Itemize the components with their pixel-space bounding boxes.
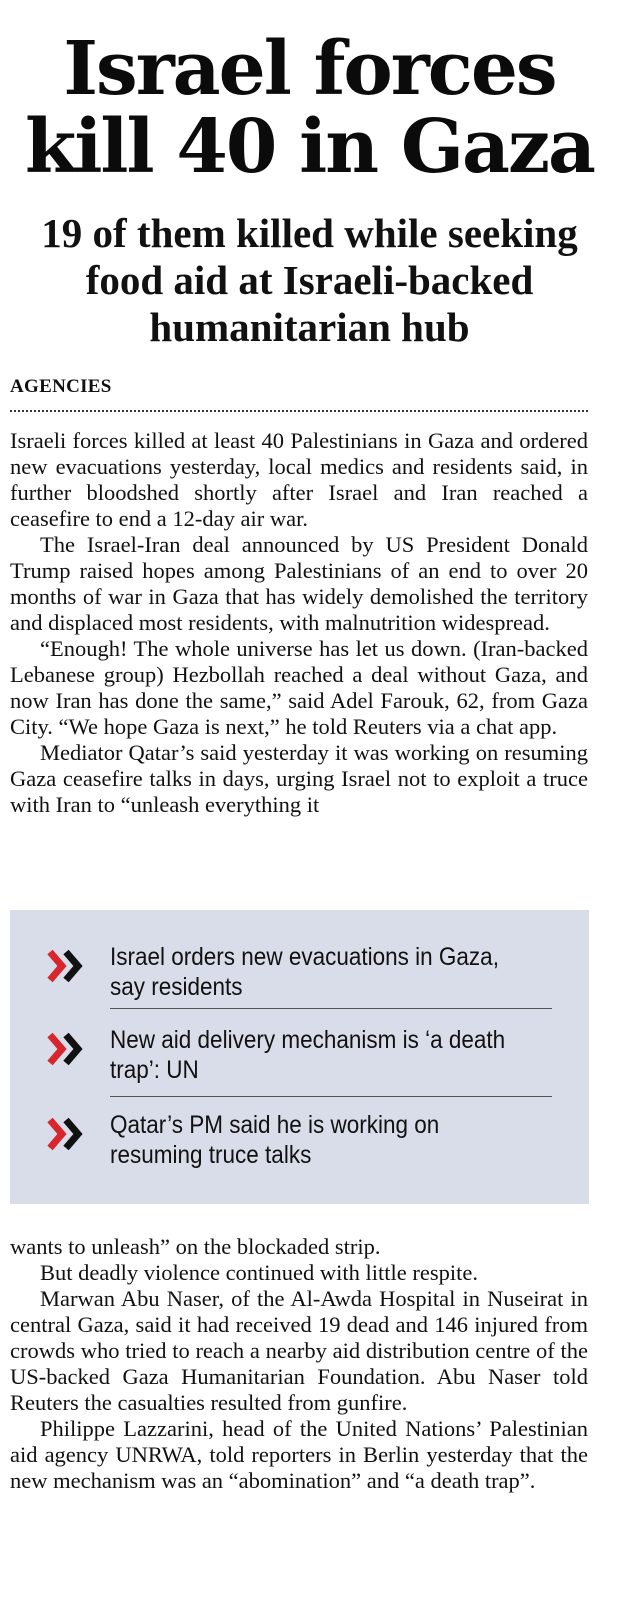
highlights-box: [10, 910, 589, 1204]
highlight-divider: [110, 1096, 552, 1097]
headline: [0, 26, 619, 190]
article-body-after-box: [10, 1234, 588, 1494]
double-chevron-right-icon: [46, 1116, 90, 1152]
body-paragraph: “Enough! The whole universe has let us down. (Iran-backed Lebanese group) Hezbollah reached a deal without Gaza, and now Iran has done the same,” said Adel Farouk, 62, from Gaza City. “We hope Gaza is next,” he told Reuters via a chat app.: [10, 636, 588, 739]
subheadline-line-2: food aid at Israeli-backed: [85, 257, 534, 303]
headline-line-1: Israel forces: [63, 26, 556, 112]
body-paragraph: The Israel-Iran deal announced by US President Donald Trump raised hopes among Palestinians of an end to over 20 months of war in Gaza that has widely demolished the territory and displaced most residents, with malnutrition widespread.: [10, 532, 588, 635]
double-chevron-right-icon: [46, 1031, 90, 1067]
subheadline: [0, 210, 619, 351]
double-chevron-right-icon: [46, 948, 90, 984]
article-body-before-box: [10, 428, 588, 818]
body-paragraph: wants to unleash” on the blockaded strip.: [10, 1234, 381, 1259]
subheadline-line-3: humanitarian hub: [149, 304, 470, 350]
highlight-text: New aid delivery mechanism is ‘a death trap’: UN: [110, 1026, 506, 1084]
headline-line-2: kill 40 in Gaza: [25, 104, 594, 190]
body-paragraph: Israeli forces killed at least 40 Palestinians in Gaza and ordered new evacuations yesterday, local medics and residents said, in further bloodshed shortly after Israel and Iran reached a ceasefire to end a 12-day air war.: [10, 428, 588, 531]
byline: AGENCIES: [10, 376, 112, 397]
highlight-divider: [110, 1008, 552, 1009]
subheadline-line-1: 19 of them killed while seeking: [41, 210, 578, 256]
body-paragraph: Philippe Lazzarini, head of the United Nations’ Palestinian aid agency UNRWA, told reporters in Berlin yesterday that the new mechanism was an “abomination” and “a death trap”.: [10, 1416, 588, 1493]
body-paragraph: Marwan Abu Naser, of the Al-Awda Hospital in Nuseirat in central Gaza, said it had received 19 dead and 146 injured from crowds who tried to reach a nearby aid distribution centre of the US-backed Gaza Humanitarian Foundation. Abu Naser told Reuters the casualties resulted from gunfire.: [10, 1286, 588, 1415]
highlight-text: Qatar’s PM said he is working on resuming truce talks: [110, 1111, 440, 1169]
dotted-divider: [10, 410, 588, 412]
body-paragraph: But deadly violence continued with little respite.: [40, 1260, 479, 1285]
highlight-text: Israel orders new evacuations in Gaza, say residents: [110, 943, 499, 1001]
body-paragraph: Mediator Qatar’s said yesterday it was working on resuming Gaza ceasefire talks in days, urging Israel not to exploit a truce with Iran to “unleash everything it: [10, 740, 588, 817]
